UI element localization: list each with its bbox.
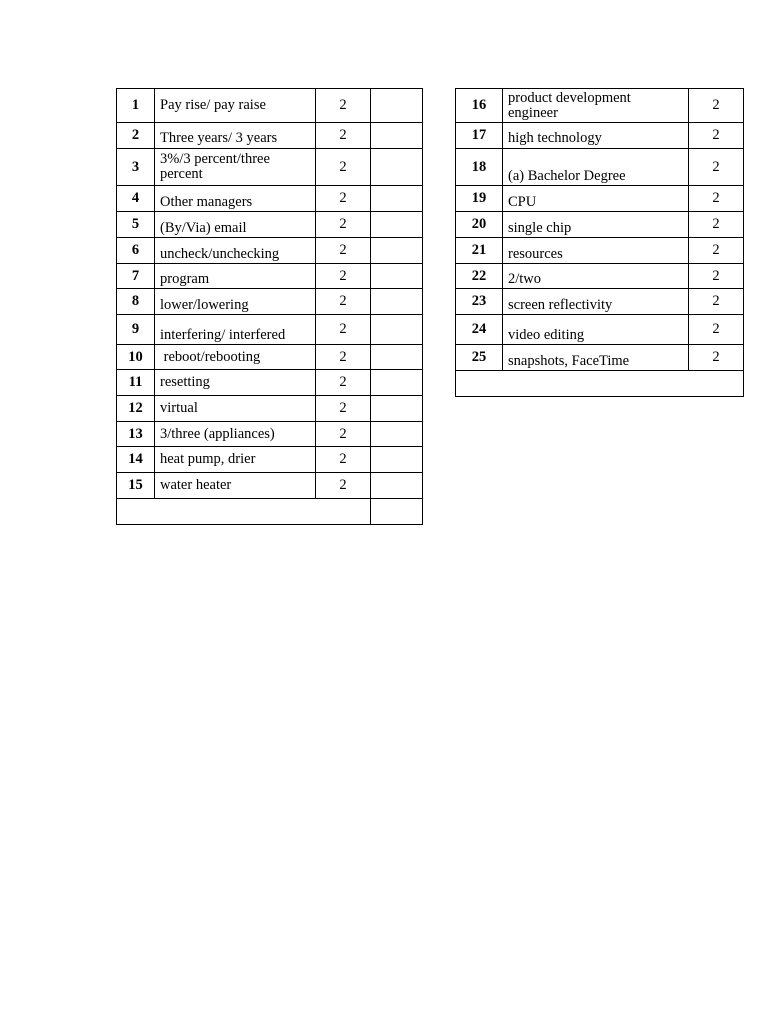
- table-row: [456, 315, 744, 345]
- mark-value: 2: [689, 149, 744, 186]
- question-number: 12: [117, 396, 155, 422]
- question-number: 2: [117, 123, 155, 149]
- table-row: [117, 447, 423, 473]
- table-row: [117, 123, 423, 149]
- score-cell: [371, 186, 423, 212]
- table-row: [117, 186, 423, 212]
- mark-value: 2: [689, 315, 744, 345]
- answer-text: 3%/3 percent/three percent: [155, 149, 316, 186]
- answer-text: (a) Bachelor Degree: [503, 149, 689, 186]
- mark-value: 2: [316, 422, 371, 447]
- question-number: 22: [456, 264, 503, 289]
- mark-value: 2: [689, 238, 744, 264]
- mark-value: 2: [689, 345, 744, 371]
- question-number: 25: [456, 345, 503, 371]
- total-label-cell: [117, 499, 371, 525]
- table-row: [117, 315, 423, 345]
- score-cell: [371, 396, 423, 422]
- mark-value: 2: [316, 315, 371, 345]
- question-number: 10: [117, 345, 155, 370]
- mark-value: 2: [316, 238, 371, 264]
- table-row: [456, 186, 744, 212]
- mark-value: 2: [316, 186, 371, 212]
- question-number: 1: [117, 89, 155, 123]
- answer-text: screen reflectivity: [503, 289, 689, 315]
- question-number: 3: [117, 149, 155, 186]
- score-cell: [371, 473, 423, 499]
- score-cell: [371, 238, 423, 264]
- answer-text: Three years/ 3 years: [155, 123, 316, 149]
- answer-text: uncheck/unchecking: [155, 238, 316, 264]
- table-row: [456, 212, 744, 238]
- answer-text: 3/three (appliances): [155, 422, 316, 447]
- answer-text: water heater: [155, 473, 316, 499]
- answer-text: Other managers: [155, 186, 316, 212]
- question-number: 15: [117, 473, 155, 499]
- mark-value: 2: [689, 212, 744, 238]
- score-cell: [371, 212, 423, 238]
- answer-text: high technology: [503, 123, 689, 149]
- question-number: 6: [117, 238, 155, 264]
- mark-value: 2: [316, 212, 371, 238]
- question-number: 5: [117, 212, 155, 238]
- mark-value: 2: [689, 289, 744, 315]
- question-number: 21: [456, 238, 503, 264]
- score-cell: [371, 289, 423, 315]
- table-row: [117, 89, 423, 123]
- question-number: 18: [456, 149, 503, 186]
- answer-text: heat pump, drier: [155, 447, 316, 473]
- question-number: 13: [117, 422, 155, 447]
- question-number: 8: [117, 289, 155, 315]
- answer-text: single chip: [503, 212, 689, 238]
- score-cell: [371, 264, 423, 289]
- question-number: 7: [117, 264, 155, 289]
- score-cell: [371, 370, 423, 396]
- total-score-cell: [371, 499, 423, 525]
- question-number: 24: [456, 315, 503, 345]
- answer-key-table-right: [455, 88, 744, 397]
- question-number: 17: [456, 123, 503, 149]
- mark-value: 2: [689, 123, 744, 149]
- mark-value: 2: [689, 186, 744, 212]
- table-row: [117, 422, 423, 447]
- table-row: [117, 212, 423, 238]
- table-row: [456, 89, 744, 123]
- answer-text: 2/two: [503, 264, 689, 289]
- score-cell: [371, 422, 423, 447]
- question-number: 23: [456, 289, 503, 315]
- answer-text: (By/Via) email: [155, 212, 316, 238]
- answer-text: virtual: [155, 396, 316, 422]
- mark-value: 2: [316, 89, 371, 123]
- question-number: 16: [456, 89, 503, 123]
- answer-text: CPU: [503, 186, 689, 212]
- table-row: [117, 396, 423, 422]
- mark-value: 2: [689, 89, 744, 123]
- question-number: 9: [117, 315, 155, 345]
- table-row: [456, 264, 744, 289]
- table-row: [117, 473, 423, 499]
- total-row: [456, 371, 744, 397]
- answer-key-table-left: [116, 88, 423, 525]
- score-cell: [371, 447, 423, 473]
- table-row: [117, 238, 423, 264]
- table-row: [456, 149, 744, 186]
- answer-text: resources: [503, 238, 689, 264]
- score-cell: [371, 149, 423, 186]
- table-row: [117, 370, 423, 396]
- answer-text: snapshots, FaceTime: [503, 345, 689, 371]
- total-score-cell: [456, 371, 744, 397]
- answer-text: product development engineer: [503, 89, 689, 123]
- mark-value: 2: [316, 473, 371, 499]
- mark-value: 2: [689, 264, 744, 289]
- question-number: 20: [456, 212, 503, 238]
- answer-text: interfering/ interfered: [155, 315, 316, 345]
- answer-text: video editing: [503, 315, 689, 345]
- table-row: [456, 123, 744, 149]
- score-cell: [371, 315, 423, 345]
- question-number: 19: [456, 186, 503, 212]
- table-row: [117, 345, 423, 370]
- mark-value: 2: [316, 264, 371, 289]
- total-row: [117, 499, 423, 525]
- score-cell: [371, 345, 423, 370]
- score-cell: [371, 123, 423, 149]
- answer-text: reboot/rebooting: [155, 345, 316, 370]
- table-row: [117, 264, 423, 289]
- mark-value: 2: [316, 345, 371, 370]
- mark-value: 2: [316, 123, 371, 149]
- table-row: [456, 289, 744, 315]
- question-number: 11: [117, 370, 155, 396]
- mark-value: 2: [316, 149, 371, 186]
- answer-text: Pay rise/ pay raise: [155, 89, 316, 123]
- table-row: [456, 345, 744, 371]
- answer-text: resetting: [155, 370, 316, 396]
- mark-value: 2: [316, 289, 371, 315]
- question-number: 4: [117, 186, 155, 212]
- answer-text: lower/lowering: [155, 289, 316, 315]
- table-row: [117, 149, 423, 186]
- score-cell: [371, 89, 423, 123]
- question-number: 14: [117, 447, 155, 473]
- table-row: [456, 238, 744, 264]
- mark-value: 2: [316, 370, 371, 396]
- answer-text: program: [155, 264, 316, 289]
- table-row: [117, 289, 423, 315]
- mark-value: 2: [316, 396, 371, 422]
- mark-value: 2: [316, 447, 371, 473]
